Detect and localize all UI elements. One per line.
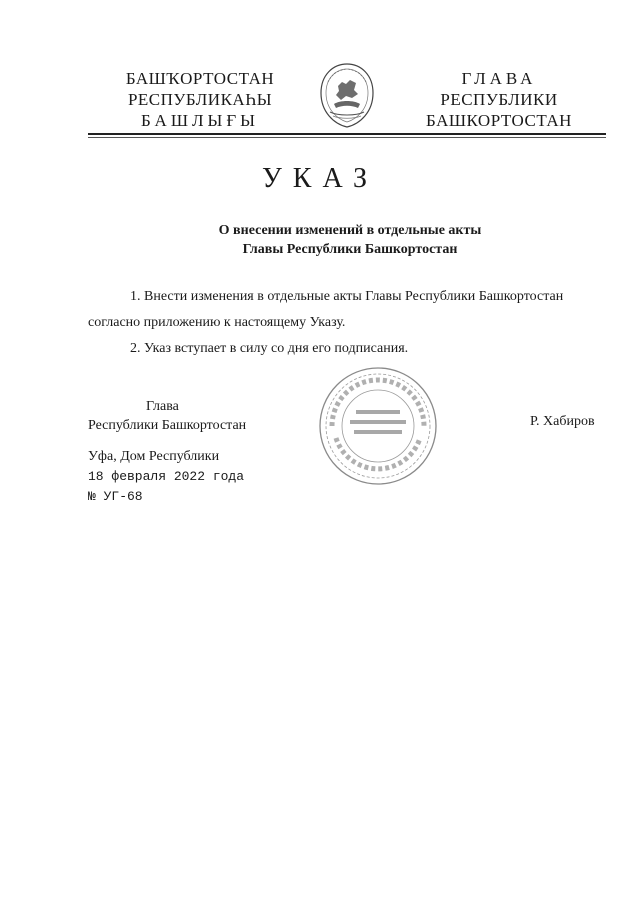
paragraph-1-line2: согласно приложению к настоящему Указу. bbox=[88, 315, 346, 330]
header-right-line3: БАШКОРТОСТАН bbox=[426, 111, 572, 130]
header-left-line3: БАШЛЫҒЫ bbox=[141, 111, 259, 130]
paragraph-2: 2. Указ вступает в силу со дня его подписания. bbox=[130, 341, 409, 356]
header-left-line1: БАШҠОРТОСТАН bbox=[125, 69, 275, 88]
paragraph-1-line1: 1. Внести изменения в отдельные акты Главы Республики Башкортостан bbox=[130, 289, 564, 304]
document-type-title: УКАЗ bbox=[261, 163, 379, 194]
stamp-seal-icon bbox=[316, 364, 440, 488]
subject-line2: Главы Республики Башкортостан bbox=[242, 242, 458, 257]
issue-place: Уфа, Дом Республики bbox=[88, 449, 220, 464]
subject-line1: О внесении изменений в отдельные акты bbox=[218, 223, 482, 238]
signatory-position-line1: Глава bbox=[146, 399, 179, 414]
header-divider-thin bbox=[88, 137, 606, 138]
paragraph-1 bbox=[88, 287, 608, 333]
coat-of-arms-icon bbox=[316, 60, 378, 130]
issue-date: 18 февраля 2022 года bbox=[88, 469, 245, 484]
header-right-line2: РЕСПУБЛИКИ bbox=[440, 90, 558, 109]
header-bashkir bbox=[112, 68, 288, 131]
signatory-position bbox=[88, 397, 246, 435]
decree-number: № УГ-68 bbox=[88, 489, 143, 504]
issue-details bbox=[88, 447, 244, 507]
header-russian bbox=[414, 68, 584, 131]
header-right-line1: ГЛАВА bbox=[461, 69, 537, 88]
header-left-line2: РЕСПУБЛИКАҺЫ bbox=[127, 90, 273, 109]
signatory-position-line2: Республики Башкортостан bbox=[88, 418, 247, 433]
signatory-name: Р. Хабиров bbox=[530, 414, 595, 429]
header-divider-thick bbox=[88, 133, 606, 135]
document-subject bbox=[0, 221, 640, 259]
